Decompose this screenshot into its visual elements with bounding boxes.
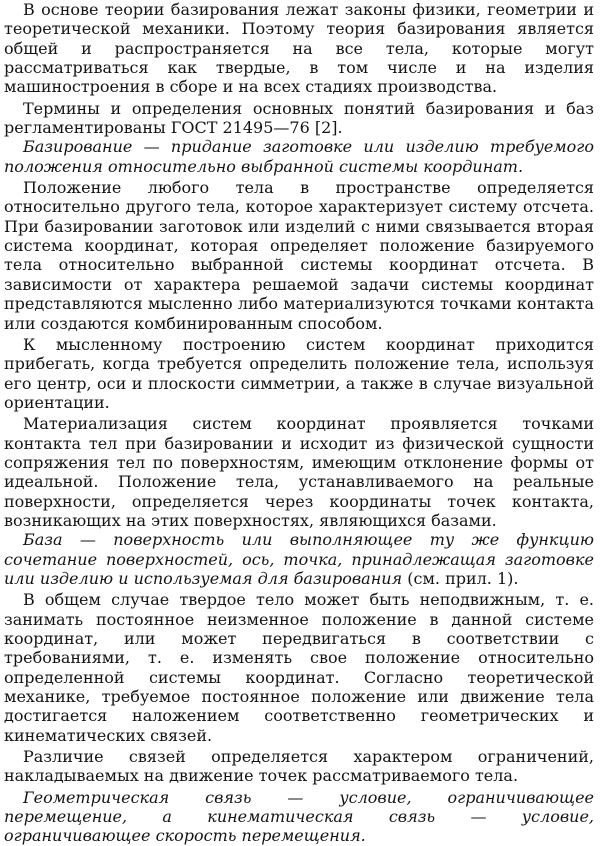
definition-term-basing: Базирование — [23, 137, 133, 157]
paragraph-body-position: Положение любого тела в пространстве определяется относительно другого тела, которое характеризует систему отсчета. При базировании заготовок или изделий с ними связывается вторая система координат, которая определяет положение базируемого тела относительно выбранной системы координат отсчета. В зависимости от характера решаемой задачи системы координат представляются мысленно либо материализуются точками контакта или создаются комбинированным способом. — [4, 178, 594, 333]
definition-basing — [4, 137, 594, 176]
definition-text-base: — поверхность или выполняющее ту же функцию сочетание поверхностей, ось, точка, принадлежащая заготовке или изделию и используемая для базирования — [4, 530, 594, 588]
definition-text-basing: — придание заготовке или изделию требуемого положения относительно выбранной системы координат. — [4, 137, 594, 176]
paragraph-constraints-difference: Различие связей определяется характером ограничений, накладываемых на движение точек рассматриваемого тела. — [4, 747, 594, 786]
definition-term-geometric-constraint: Геометрическая связь — [23, 787, 252, 807]
definition-tail-base: (см. прил. 1). — [402, 568, 519, 588]
paragraph-mental-construction: К мысленному построению систем координат приходится прибегать, когда требуется определить положение тела, используя его центр, оси и плоскости симметрии, а также в случае визуальной ориентации. — [4, 334, 594, 412]
definition-constraints — [4, 788, 594, 846]
paragraph-materialization: Материализация систем координат проявляется точками контакта тел при базировании и исходит из физической сущности сопряжения тел по поверхностям, имеющим отклонение формы от идеальной. Положение тела, устанавливаемого на реальные поверхности, определяется через координаты точек контакта, возникающих на этих поверхностях, являющихся базами. — [4, 414, 594, 530]
document-page — [4, 0, 595, 846]
definition-term-base: База — [23, 530, 63, 550]
paragraph-gost-reference: Термины и определения основных понятий базирования и баз регламентированы ГОСТ 21495—76 [2]. — [4, 98, 594, 138]
paragraph-basing-theory: В основе теории базирования лежат законы физики, геометрии и теоретической механики. Поэтому теория базирования является общей и распространяется на все тела, которые могут рассматриваться как твердые, в том числе и на изделия машиностроения в сборе и на всех стадиях производства. — [4, 0, 594, 97]
definition-base — [4, 530, 594, 588]
definition-text-constraints: — условие, ограничивающее перемещение, а кинематическая связь — условие, ограничивающее скорость перемещения. — [4, 787, 595, 846]
paragraph-rigid-body: В общем случае твердое тело может быть неподвижным, т. е. занимать постоянное неизменное положение в данной системе координат, или может передвигаться в соответствии с требованиями, т. е. изменять свое положение относительно определенной системы координат. Согласно теоретической механике, требуемое постоянное положение или движение тела достигается наложением соответственно геометрических и кинематических связей. — [4, 590, 594, 745]
